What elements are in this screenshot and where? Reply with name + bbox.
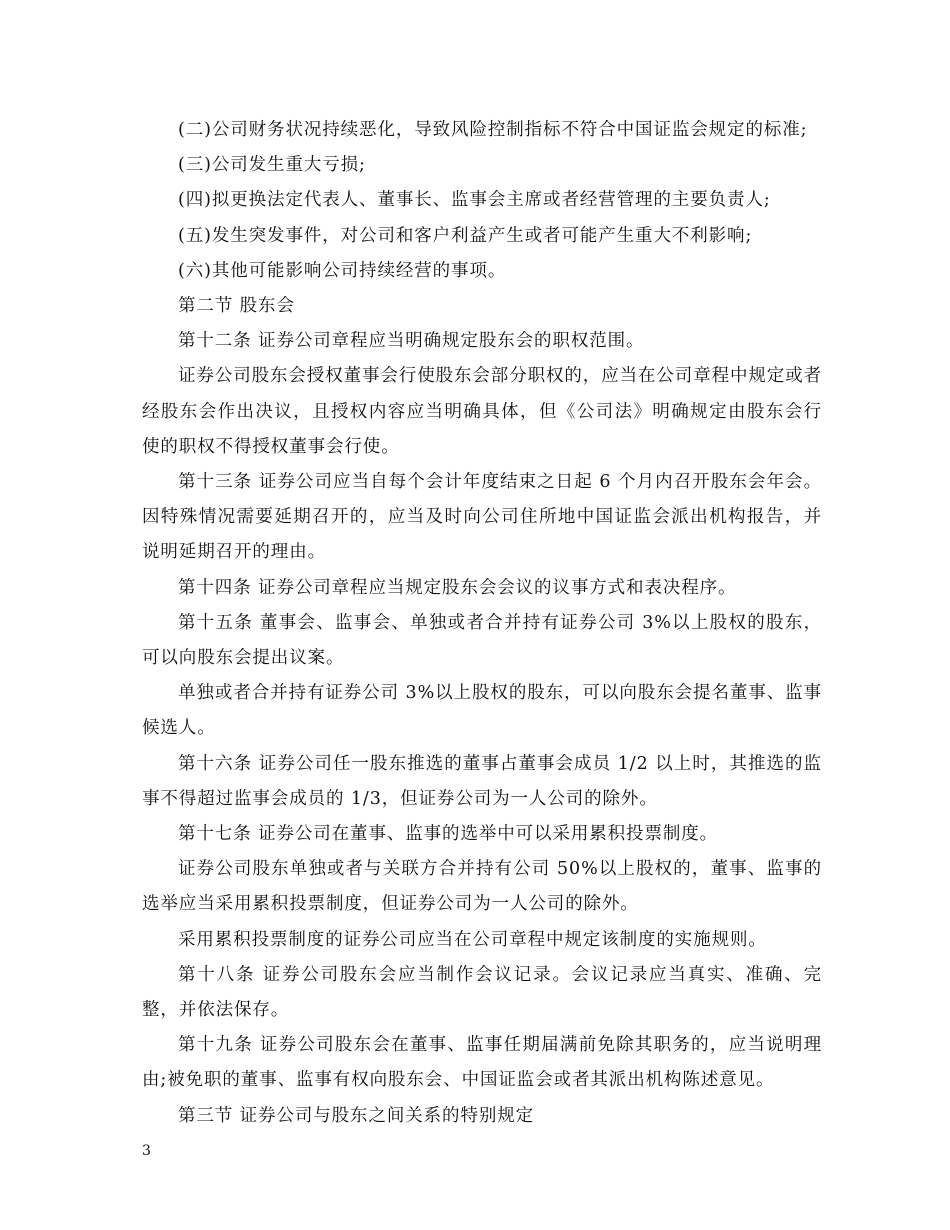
section-heading-2: 第二节 股东会 — [178, 296, 295, 317]
article-13: 第十三条 证券公司应当自每个会计年度结束之日起 6 个月内召开股东会年会。因特殊情况需要延期召开的，应当及时向公司住所地中国证监会派出机构报告，并说明延期召开的理由。 — [142, 472, 822, 563]
article-12-detail: 证券公司股东会授权董事会行使股东会部分职权的，应当在公司章程中规定或者经股东会作出决议，且授权内容应当明确具体，但《公司法》明确规定由股东会行使的职权不得授权董事会行使。 — [142, 366, 822, 457]
section-heading-3: 第三节 证券公司与股东之间关系的特别规定 — [178, 1105, 535, 1126]
article-12: 第十二条 证券公司章程应当明确规定股东会的职权范围。 — [178, 331, 645, 352]
article-15-detail: 单独或者合并持有证券公司 3%以上股权的股东，可以向股东会提名董事、监事候选人。 — [142, 683, 822, 739]
article-17: 第十七条 证券公司在董事、监事的选举中可以采用累积投票制度。 — [178, 824, 719, 845]
article-17-detail-2: 采用累积投票制度的证券公司应当在公司章程中规定该制度的实施规则。 — [178, 929, 767, 950]
article-14: 第十四条 证券公司章程应当规定股东会会议的议事方式和表决程序。 — [178, 577, 737, 598]
paragraph-item-2: (二)公司财务状况持续恶化，导致风险控制指标不符合中国证监会规定的标准; — [178, 120, 808, 140]
article-18: 第十八条 证券公司股东会应当制作会议记录。会议记录应当真实、准确、完整，并依法保存。 — [142, 964, 822, 1021]
page-number: 3 — [142, 1143, 151, 1159]
article-17-detail-1: 证券公司股东单独或者与关联方合并持有公司 50%以上股权的，董事、监事的选举应当采用累积投票制度，但证券公司为一人公司的除外。 — [142, 859, 822, 915]
paragraph-item-4: (四)拟更换法定代表人、董事长、监事会主席或者经营管理的主要负责人; — [178, 190, 771, 211]
paragraph-item-5: (五)发生突发事件，对公司和客户利益产生或者可能产生重大不利影响; — [178, 225, 753, 246]
document-body — [142, 113, 822, 1134]
article-19: 第十九条 证券公司股东会在董事、监事任期届满前免除其职务的，应当说明理由;被免职的董事、监事有权向股东会、中国证监会或者其派出机构陈述意见。 — [142, 1035, 822, 1091]
paragraph-item-6: (六)其他可能影响公司持续经营的事项。 — [178, 260, 507, 281]
article-16: 第十六条 证券公司任一股东推选的董事占董事会成员 1/2 以上时，其推选的监事不得超过监事会成员的 1/3，但证券公司为一人公司的除外。 — [142, 753, 822, 809]
article-15: 第十五条 董事会、监事会、单独或者合并持有证券公司 3%以上股权的股东，可以向股东会提出议案。 — [142, 612, 822, 669]
paragraph-item-3: (三)公司发生重大亏损; — [178, 155, 366, 176]
